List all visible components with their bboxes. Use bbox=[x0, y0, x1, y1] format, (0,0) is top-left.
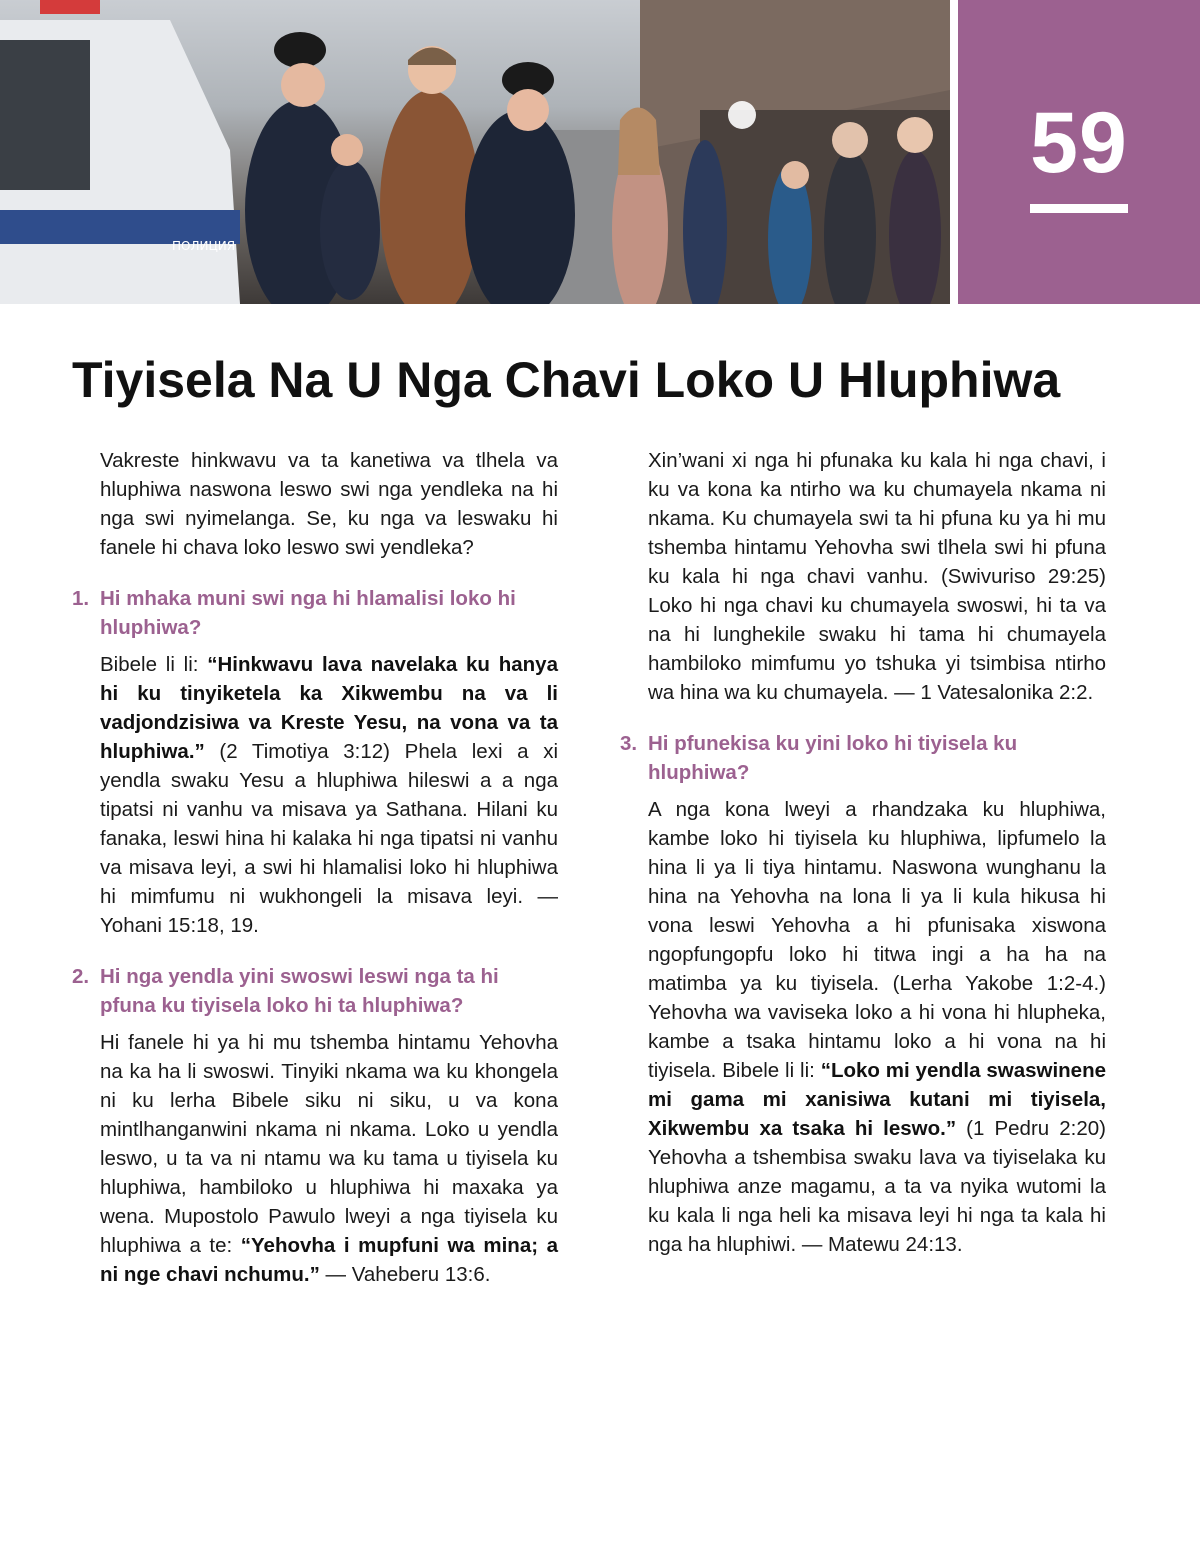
column-right bbox=[620, 446, 1106, 1281]
lesson-number-underline bbox=[1030, 204, 1128, 213]
answer-1-quote: “Hinkwavu lava navelaka ku hanya hi ku tinyiketela ka Xikwembu na va li vadjondzisiwa va Kreste Yesu, na vona va ta hluphiwa.” bbox=[100, 653, 558, 763]
answer-2-quote: “Yehovha i mupfuni wa mina; a ni nge chavi nchumu.” bbox=[100, 1234, 558, 1286]
answer-2-lead: Hi fanele hi ya hi mu tshemba hintamu Yehovha na ka ha li swoswi. Tinyiki nkama wa ku khongela ni ku lerha Bibele siku ni siku, u va kona mintlhanganwini nkama ni nkama. Loko u yendla leswo, u ta va ni ntamu wa ku tama u tiyisela ku hluphiwa, hambiloko u hluphiwa hi maxaka ya wena. Mupostolo Pawulo lweyi a nga tiyisela ku hluphiwa a te: bbox=[100, 1031, 558, 1257]
answer-3 bbox=[620, 795, 1106, 1259]
answer-3-lead: A nga kona lweyi a rhandzaka ku hluphiwa, kambe loko hi tiyisela ku hluphiwa, lipfumelo la hina li ya li tiya hintamu. Naswona wunghanu la hina na Yehovha na lona li ya li kula hikusa hi vona leswi Yehovha a hi pfunisaka xiswona ngopfungopfu loko hi titwa ingi a ha ha na matimba ya ku tiyisela. (Lerha Yakobe 1:2-4.) Yehovha wa vaviseka loko a hi vona hi hlupheka, kambe a tsaka hintamu loko a hi vona na hi tiyisela. Bibele li li: bbox=[648, 798, 1106, 1082]
hero-photo bbox=[0, 0, 950, 304]
answer-2-rest: — Vaheberu 13:6. bbox=[319, 1263, 491, 1286]
answer-1 bbox=[72, 650, 558, 940]
lesson-number: 59 bbox=[1030, 95, 1128, 191]
question-1 bbox=[72, 584, 558, 642]
intro-paragraph: Vakreste hinkwavu va ta kanetiwa va tlhela va hluphiwa naswona leswo swi nga yendleka na hi nga swi nyimelanga. Se, ku nga va leswaku hi fanele hi chava loko leswo swi yendleka? bbox=[100, 449, 558, 559]
question-3 bbox=[620, 729, 1106, 787]
answer-3-quote: “Loko mi yendla swaswinene mi gama mi xanisiwa kutani mi tiyisela, Xikwembu xa tsaka hi leswo.” bbox=[648, 1059, 1106, 1140]
question-1-text: Hi mhaka muni swi nga hi hlamalisi loko hi hluphiwa? bbox=[100, 587, 516, 639]
question-2-number: 2. bbox=[72, 965, 90, 988]
question-3-number: 3. bbox=[620, 732, 638, 755]
hero-illustration bbox=[0, 0, 950, 304]
answer-2-continued: Xin’wani xi nga hi pfunaka ku kala hi nga chavi, i ku va kona ka ntirho wa ku chumayela nkama ni nkama. Ku chumayela swi ta hi pfuna ku ya hi mu tshemba hintamu Yehovha swi tlhela swi hi pfuna ku kala hi nga chavi vanhu. (Swivuriso 29:25) Loko hi nga chavi ku chumayela swoswi, hi ta va na hi lunghekile swaku hi tama hi chumayela hambiloko mimfumu yo tshuka yi tsimbisa ntirho wa hina wa ku chumayela. — 1 Vatesalonika 2:2. bbox=[648, 449, 1106, 704]
question-1-number: 1. bbox=[72, 587, 90, 610]
answer-2 bbox=[72, 1028, 558, 1289]
van-text: ПОЛИЦИЯ bbox=[172, 239, 236, 253]
question-2-text: Hi nga yendla yini swoswi leswi nga ta hi pfuna ku tiyisela loko hi ta hluphiwa? bbox=[100, 965, 499, 1017]
question-2 bbox=[72, 962, 558, 1020]
escorted-man bbox=[380, 90, 480, 304]
answer-3-rest: (1 Pedru 2:20) Yehovha a tshembisa swaku lava va tiyiselaka ku hluphiwa anze magamu, a ta va nyika wutomi la ku kala li nga heli ka misava leyi hi nga ta kala hi nga ha hluphiwi. — Matewu 24:13. bbox=[648, 1117, 1106, 1256]
question-3-text: Hi pfunekisa ku yini loko hi tiyisela ku hluphiwa? bbox=[648, 732, 1018, 784]
lesson-number-box bbox=[958, 0, 1200, 304]
page-title: Tiyisela Na U Nga Chavi Loko U Hluphiwa bbox=[72, 352, 1061, 408]
answer-1-rest: (2 Timotiya 3:12) Phela lexi a xi yendla swaku Yesu a hluphiwa hileswi a a nga tipatsi ni vanhu va misava ya Sathana. Hilani ku fanaka, leswi hina hi kalaka hi nga tipatsi ni vanhu va misava leyi, a swi hi hlamalisi loko hi hluphiwa hi mimfumu ni wukhongeli la misava leyi. — Yohani 15:18, 19. bbox=[100, 740, 558, 937]
answer-1-lead: Bibele li li: bbox=[100, 653, 208, 676]
column-left bbox=[72, 446, 558, 1311]
